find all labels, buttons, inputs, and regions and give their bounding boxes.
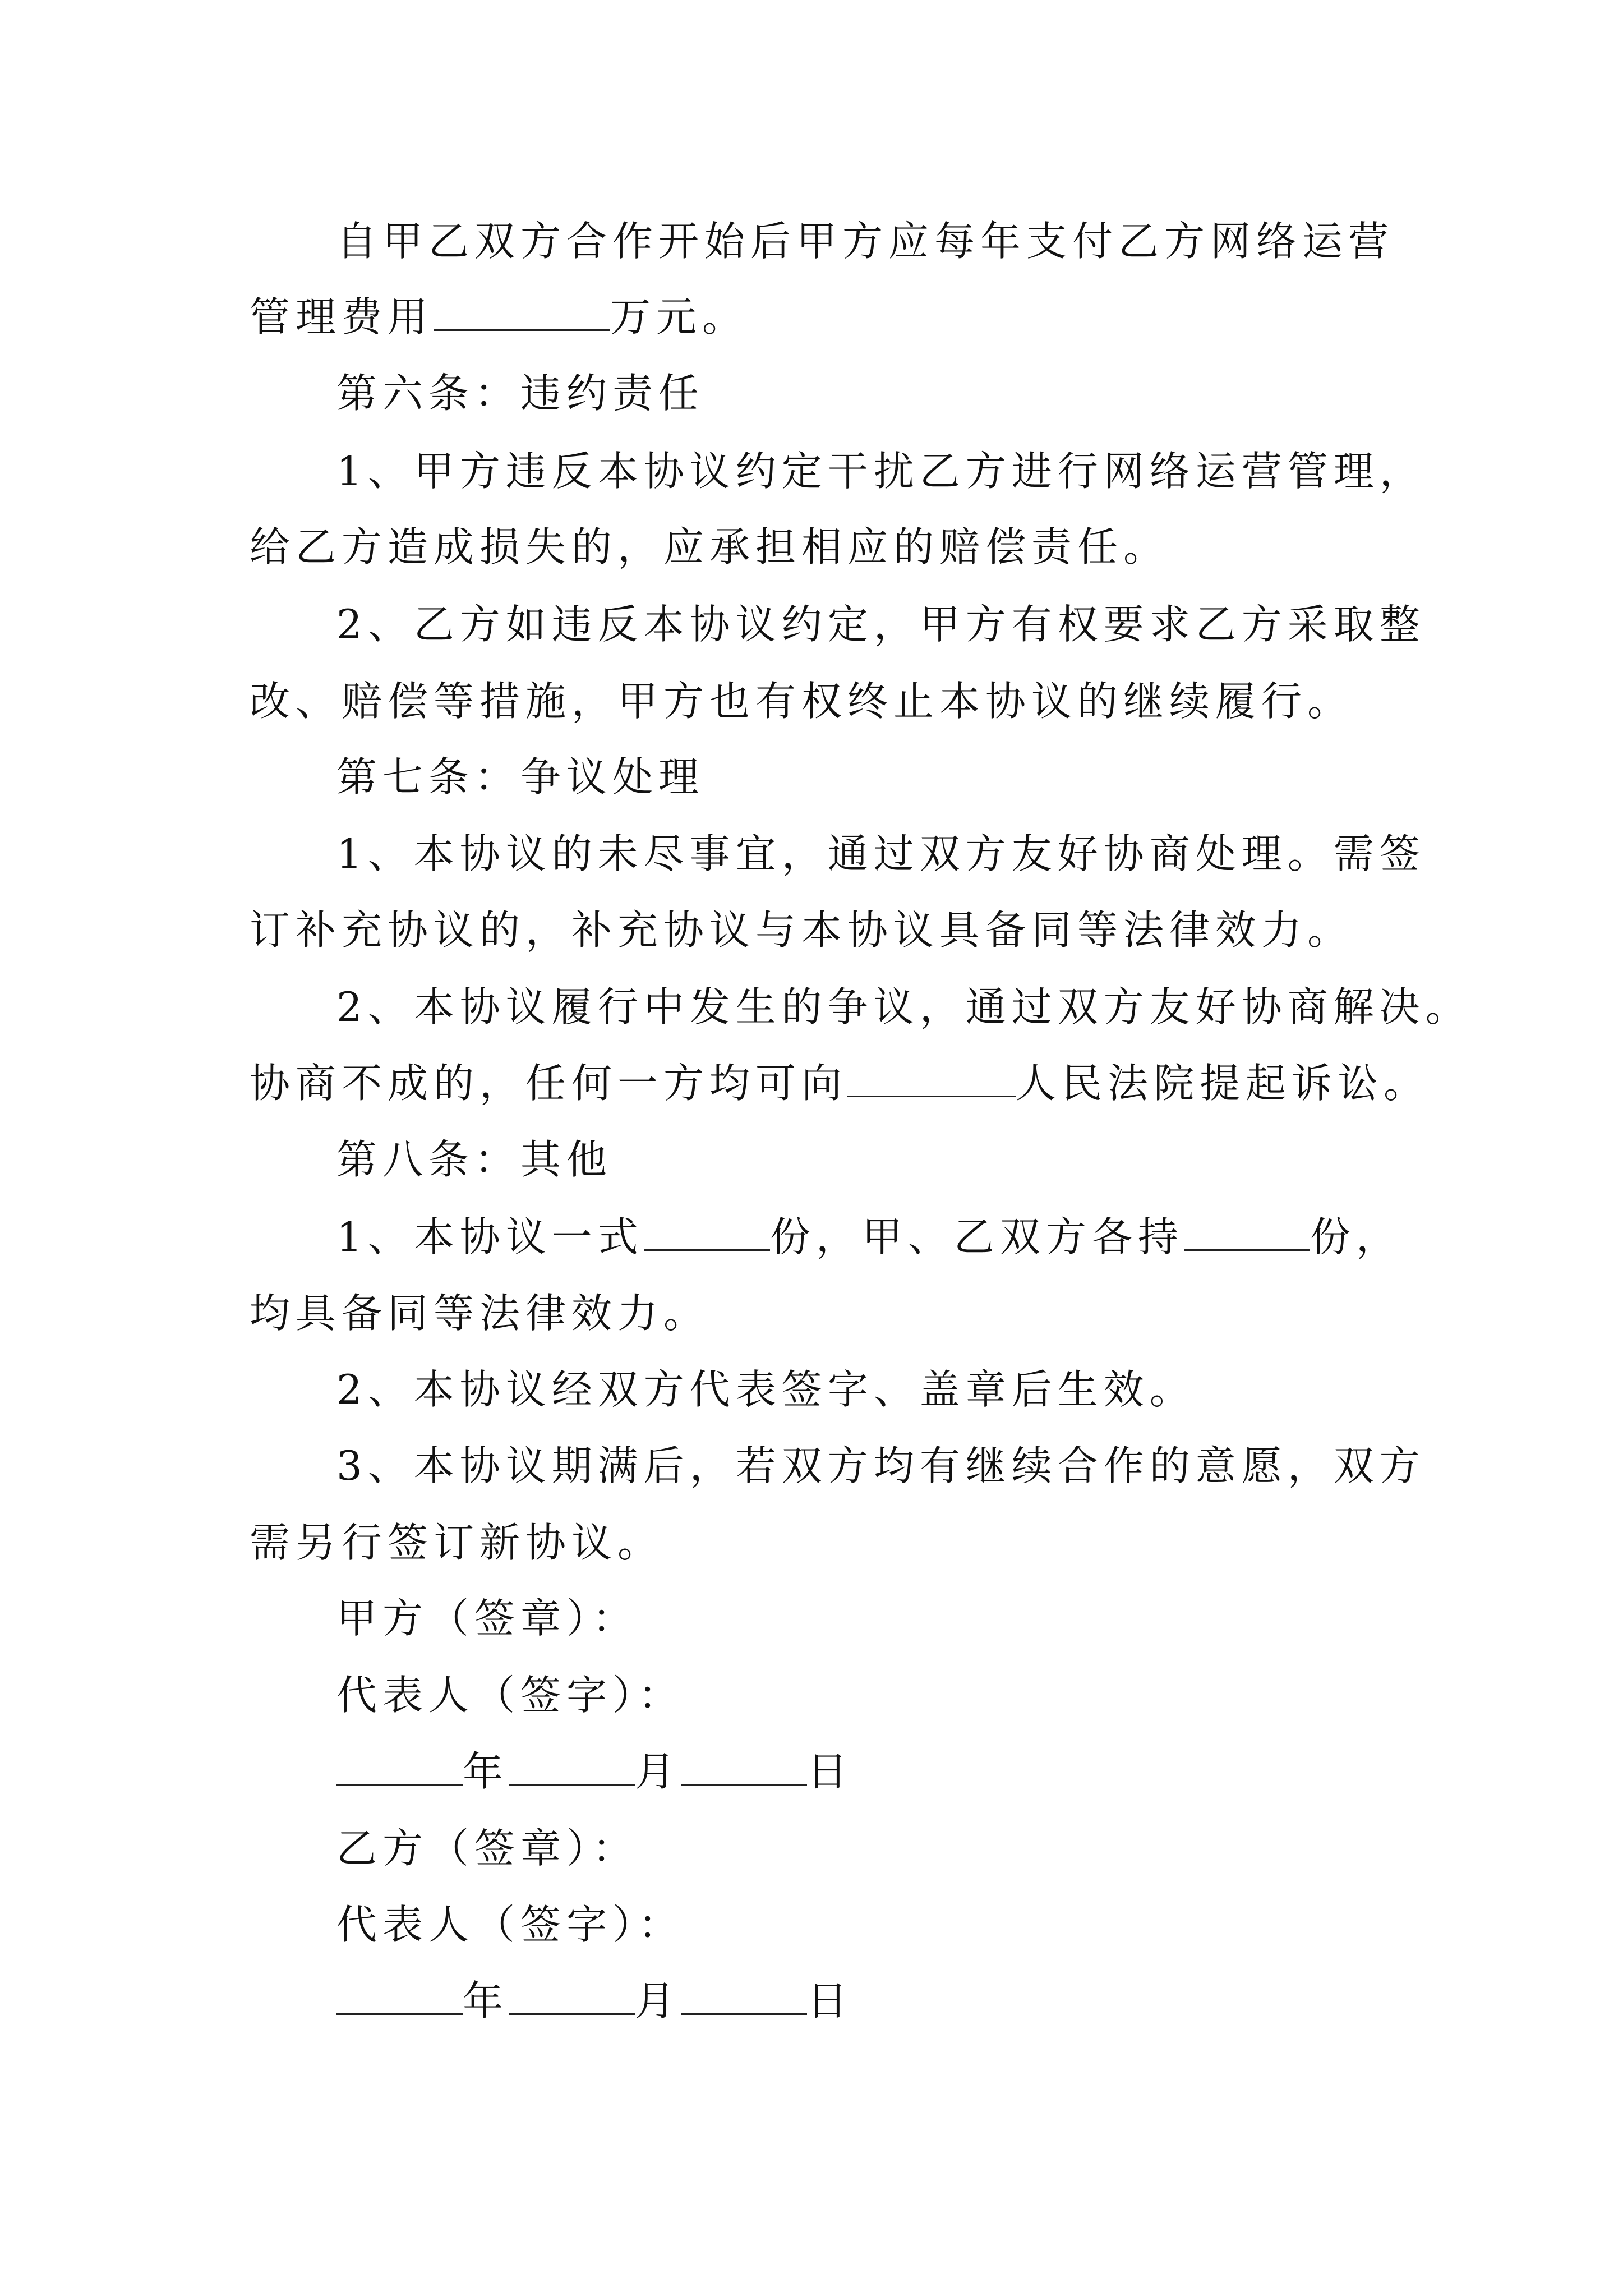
- text: 自甲乙双方合作开始后甲方应每年支付乙方网络运营: [336, 218, 1395, 265]
- text: 2、本协议履行中发生的争议，通过双方友好协商解决。: [336, 983, 1472, 1030]
- fill-blank: [644, 1212, 770, 1251]
- text: 第六条：违约责任: [336, 370, 705, 417]
- text: 3、本协议期满后，若双方均有继续合作的意愿，双方: [336, 1442, 1426, 1489]
- text: 月: [635, 1748, 681, 1795]
- fill-blank: [434, 292, 610, 331]
- signature-party-a-representative: [336, 1670, 684, 1720]
- text: 人民法院提起诉讼。: [1016, 1060, 1430, 1107]
- text: 月: [635, 1977, 681, 2024]
- text: 管理费用: [250, 293, 434, 341]
- paragraph-line: [250, 1058, 1430, 1108]
- paragraph-line: [250, 1517, 663, 1568]
- text: 协商不成的，任何一方均可向: [250, 1060, 848, 1107]
- text: 甲方（签章）：: [336, 1595, 639, 1642]
- text: 改、赔偿等措施，甲方也有权终止本协议的继续履行。: [250, 678, 1354, 725]
- text: 1、甲方违反本协议约定干扰乙方进行网络运营管理，: [336, 448, 1426, 495]
- paragraph-line: [336, 829, 1426, 879]
- paragraph-line: [336, 446, 1426, 496]
- text: 代表人（签字）：: [336, 1901, 685, 1948]
- signature-party-b-representative: [336, 1899, 684, 1950]
- text: 1、本协议一式: [336, 1213, 644, 1260]
- text: 日: [807, 1748, 854, 1795]
- section-heading: [336, 1134, 612, 1185]
- paragraph-line: [250, 905, 1353, 955]
- text: 需另行签订新协议。: [250, 1519, 664, 1566]
- text: 第八条：其他: [336, 1136, 613, 1183]
- section-heading: [336, 752, 704, 802]
- signature-date-b: [336, 1976, 853, 2026]
- fill-blank: [681, 1747, 807, 1786]
- signature-date-a: [336, 1746, 853, 1797]
- text: 份，: [1310, 1213, 1402, 1260]
- text: 万元。: [610, 293, 749, 341]
- fill-blank: [681, 1976, 807, 2015]
- text: 给乙方造成损失的，应承担相应的赔偿责任。: [250, 523, 1170, 570]
- paragraph-line: [336, 982, 1472, 1032]
- paragraph-line: [250, 676, 1353, 726]
- paragraph-line: [336, 216, 1394, 266]
- fill-blank: [336, 1976, 463, 2015]
- text: 年: [463, 1748, 509, 1795]
- text: 2、乙方如违反本协议约定，甲方有权要求乙方采取整: [336, 601, 1426, 648]
- paragraph-line: [250, 1288, 709, 1338]
- text: 代表人（签字）：: [336, 1672, 685, 1719]
- paragraph-line: [336, 1441, 1426, 1491]
- text: 1、本协议的未尽事宜，通过双方友好协商处理。需签: [336, 830, 1426, 877]
- text: 日: [807, 1977, 854, 2024]
- text: 2、本协议经双方代表签字、盖章后生效。: [336, 1366, 1196, 1413]
- text: 份，甲、乙双方各持: [769, 1213, 1184, 1260]
- fill-blank: [336, 1747, 463, 1786]
- text: 订补充协议的，补充协议与本协议具备同等法律效力。: [250, 907, 1354, 954]
- paragraph-line: [336, 1212, 1402, 1262]
- signature-party-a: [336, 1593, 638, 1644]
- fill-blank: [509, 1747, 635, 1786]
- paragraph-line: [336, 1364, 1196, 1415]
- paragraph-line: [336, 599, 1426, 650]
- text: 乙方（签章）：: [336, 1825, 639, 1872]
- fill-blank: [1184, 1212, 1310, 1251]
- paragraph-line: [250, 522, 1169, 572]
- text: 年: [463, 1977, 509, 2024]
- signature-party-b: [336, 1823, 638, 1874]
- section-heading: [336, 368, 704, 418]
- text: 第七条：争议处理: [336, 753, 705, 800]
- fill-blank: [509, 1976, 635, 2015]
- fill-blank: [847, 1059, 1016, 1097]
- text: 均具备同等法律效力。: [250, 1290, 710, 1337]
- paragraph-line: [250, 292, 748, 342]
